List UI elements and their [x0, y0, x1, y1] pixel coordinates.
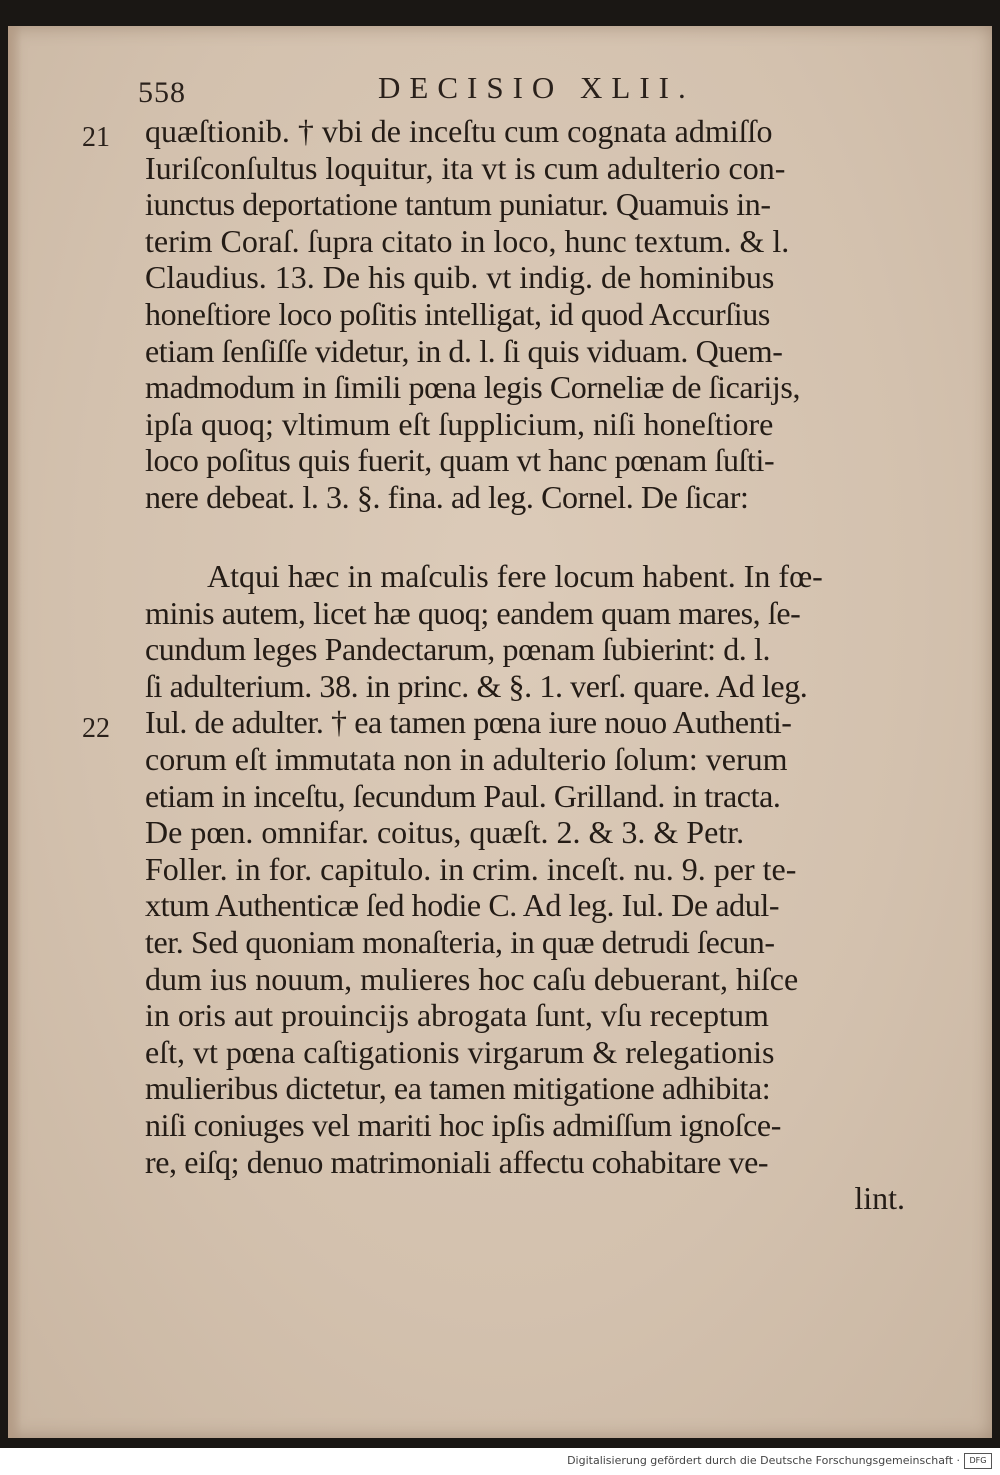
text-line: niſi coniuges vel mariti hoc ipſis admiſſum ignoſce-: [145, 1106, 781, 1143]
text-line: ipſa quoq; vltimum eſt ſupplicium, niſi honeſtiore: [145, 405, 774, 442]
text-line: etiam ſenſiſſe videtur, in d. l. ſi quis viduam. Quem-: [145, 332, 783, 369]
text-line: terim Coraſ. ſupra citato in loco, hunc textum. & l.: [145, 222, 790, 259]
margin-note-22: 22: [82, 713, 110, 744]
text-line: honeſtiore loco poſitis intelligat, id quod Accurſius: [145, 295, 770, 332]
text-line: mulieribus dictetur, ea tamen mitigatione adhibita:: [145, 1070, 771, 1107]
page-gutter-shadow: [8, 26, 22, 1438]
page-header-title: DECISIO XLII.: [378, 70, 695, 105]
text-line: Atqui hæc in maſculis fere locum habent. In fœ-: [207, 558, 823, 594]
text-line: Iul. de adulter. † ea tamen pœna iure nouo Authenti-: [145, 704, 792, 741]
text-line: quæſtionib. † vbi de inceſtu cum cognata admiſſo: [145, 113, 773, 149]
text-line: cundum leges Pandectarum, pœnam ſubierint: d. l.: [145, 631, 771, 668]
text-line: in oris aut prouinciјs abrogata ſunt, vſu receptum: [145, 997, 769, 1034]
text-line: etiam in inceſtu, ſecundum Paul. Grilland. in tracta.: [145, 777, 781, 814]
text-line: Foller. in for. capitulo. in crim. inceſt. nu. 9. per te-: [145, 850, 797, 887]
page-number: 558: [138, 76, 186, 109]
text-line: nere debeat. l. 3. §. fina. ad leg. Cornel. De ſicar:: [145, 478, 749, 515]
text-line: De pœn. omnifar. coitus, quæſt. 2. & 3. & Petr.: [145, 814, 745, 851]
text-line: loco poſitus quis fuerit, quam vt hanc pœnam ſuſti-: [145, 442, 775, 479]
text-line: xtum Authenticæ ſed hodie C. Ad leg. Iul. De adul-: [145, 887, 780, 924]
running-head: [0, 70, 1000, 110]
margin-note-21: 21: [82, 122, 110, 153]
text-line: Iuriſconſultus loquitur, ita vt is cum adulterio con-: [145, 149, 786, 186]
text-line: eſt, vt pœna caſtigationis virgarum & relegationis: [145, 1033, 775, 1070]
text-line: ſi adulterium. 38. in princ. & §. 1. verſ. quare. Ad leg.: [145, 667, 808, 704]
dfg-logo-icon: DFG: [964, 1453, 992, 1469]
text-line: madmodum in ſimili pœna legis Corneliæ de ſicariјs,: [145, 369, 801, 406]
text-line: minis autem, licet hæ quoq; eandem quam mares, ſe-: [145, 594, 801, 631]
text-line: corum eſt immutata non in adulterio ſolum: verum: [145, 740, 788, 777]
paragraph-1: [145, 113, 905, 516]
funding-credit: Digitalisierung gefördert durch die Deutsche Forschungsgemeinschaft ·: [567, 1454, 960, 1467]
text-line: ter. Sed quoniam monaſteria, in quæ detrudi ſecun-: [145, 923, 775, 960]
text-line: re, eiſq; denuo matrimoniali affectu cohabitare ve-: [145, 1143, 769, 1180]
paragraph-2: [145, 558, 905, 1217]
text-line: lint.: [854, 1180, 905, 1217]
text-line: Claudius. 13. De his quib. vt indig. de hominibus: [145, 259, 775, 296]
digitization-footer: [0, 1448, 1000, 1475]
text-line: dum ius nouum, mulieres hoc caſu debuerant, hiſce: [145, 960, 799, 997]
text-line: iunctus deportatione tantum puniatur. Quamuis in-: [145, 186, 771, 223]
